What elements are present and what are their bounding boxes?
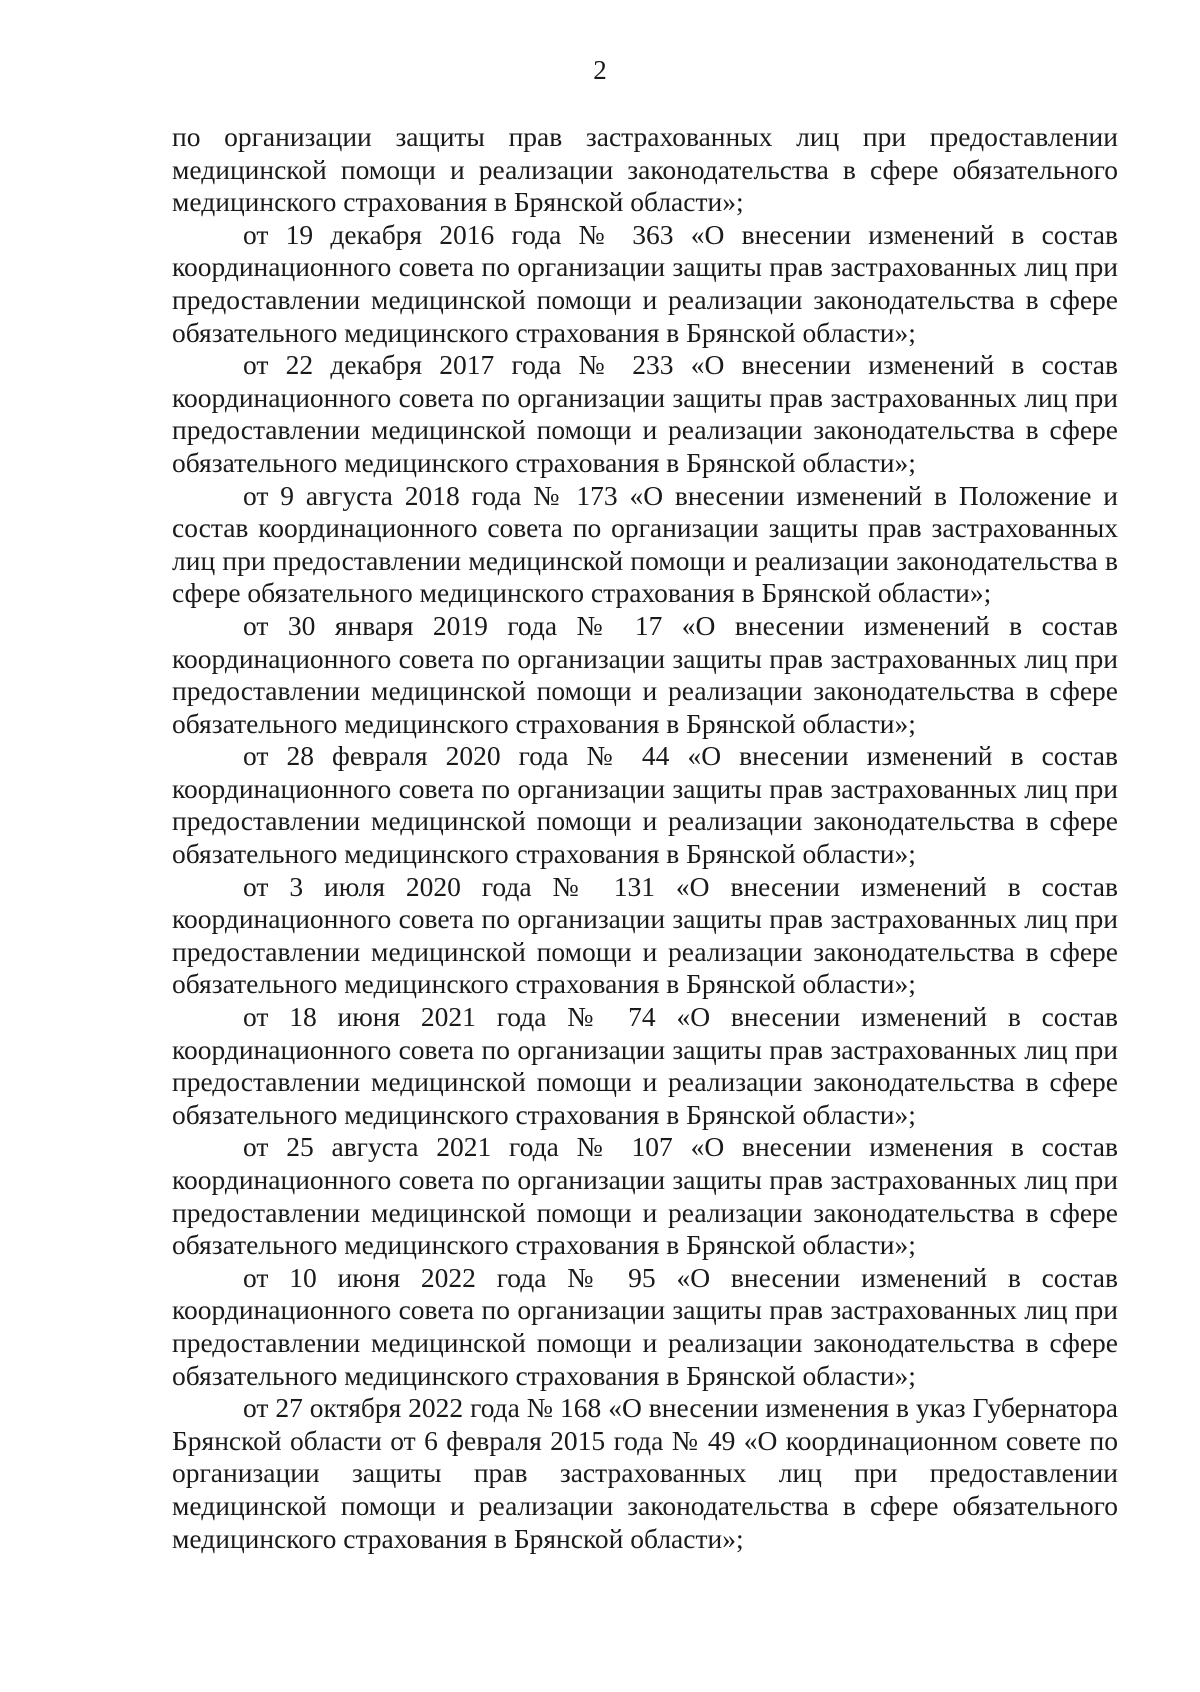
paragraph-decree-2018-173: от 9 августа 2018 года № 173 «О внесении изменений в Положение и состав координационного совета по организации защиты прав застрахованных лиц при предоставлении медицинской помощи и реализации законодательства в сфере обязательного медицинского страхования в Брянской области»; xyxy=(172,479,1118,609)
paragraph-decree-2017-233: от 22 декабря 2017 года № 233 «О внесении изменений в состав координационного совета по организации защиты прав застрахованных лиц при предоставлении медицинской помощи и реализации законодательства в сфере обязательного медицинского страхования в Брянской области»; xyxy=(172,349,1118,478)
page-number: 2 xyxy=(593,55,607,85)
paragraph-decree-2021-107: от 25 августа 2021 года № 107 «О внесении изменения в состав координационного совета по организации защиты прав застрахованных лиц при предоставлении медицинской помощи и реализации законодательства в сфере обязательного медицинского страхования в Брянской области»; xyxy=(172,1131,1118,1261)
paragraph-decree-2016-363: от 19 декабря 2016 года № 363 «О внесении изменений в состав координационного совета по организации защиты прав застрахованных лиц при предоставлении медицинской помощи и реализации законодательства в сфере обязательного медицинского страхования в Брянской области»; xyxy=(172,218,1118,348)
paragraph-decree-2022-168: от 27 октября 2022 года № 168 «О внесении изменения в указ Губернатора Брянской области от 6 февраля 2015 года № 49 «О координационном совете по организации защиты прав застрахованных лиц при предоставлении медицинской помощи и реализации законодательства в сфере обязательного медицинского страхования в Брянской области»; xyxy=(172,1392,1118,1554)
document-body xyxy=(172,121,1118,1555)
paragraph-decree-2020-131: от 3 июля 2020 года № 131 «О внесении изменений в состав координационного совета по организации защиты прав застрахованных лиц при предоставлении медицинской помощи и реализации законодательства в сфере обязательного медицинского страхования в Брянской области»; xyxy=(172,870,1118,1000)
paragraph-continuation: по организации защиты прав застрахованных лиц при предоставлении медицинской помощи и реализации законодательства в сфере обязательного медицинского страхования в Брянской области»; xyxy=(172,121,1118,218)
paragraph-decree-2021-74: от 18 июня 2021 года № 74 «О внесении изменений в состав координационного совета по организации защиты прав застрахованных лиц при предоставлении медицинской помощи и реализации законодательства в сфере обязательного медицинского страхования в Брянской области»; xyxy=(172,1001,1118,1130)
paragraph-decree-2022-95: от 10 июня 2022 года № 95 «О внесении изменений в состав координационного совета по организации защиты прав застрахованных лиц при предоставлении медицинской помощи и реализации законодательства в сфере обязательного медицинского страхования в Брянской области»; xyxy=(172,1261,1118,1391)
paragraph-decree-2019-17: от 30 января 2019 года № 17 «О внесении изменений в состав координационного совета по организации защиты прав застрахованных лиц при предоставлении медицинской помощи и реализации законодательства в сфере обязательного медицинского страхования в Брянской области»; xyxy=(172,609,1118,739)
paragraph-decree-2020-44: от 28 февраля 2020 года № 44 «О внесении изменений в состав координационного совета по организации защиты прав застрахованных лиц при предоставлении медицинской помощи и реализации законодательства в сфере обязательного медицинского страхования в Брянской области»; xyxy=(172,740,1118,870)
